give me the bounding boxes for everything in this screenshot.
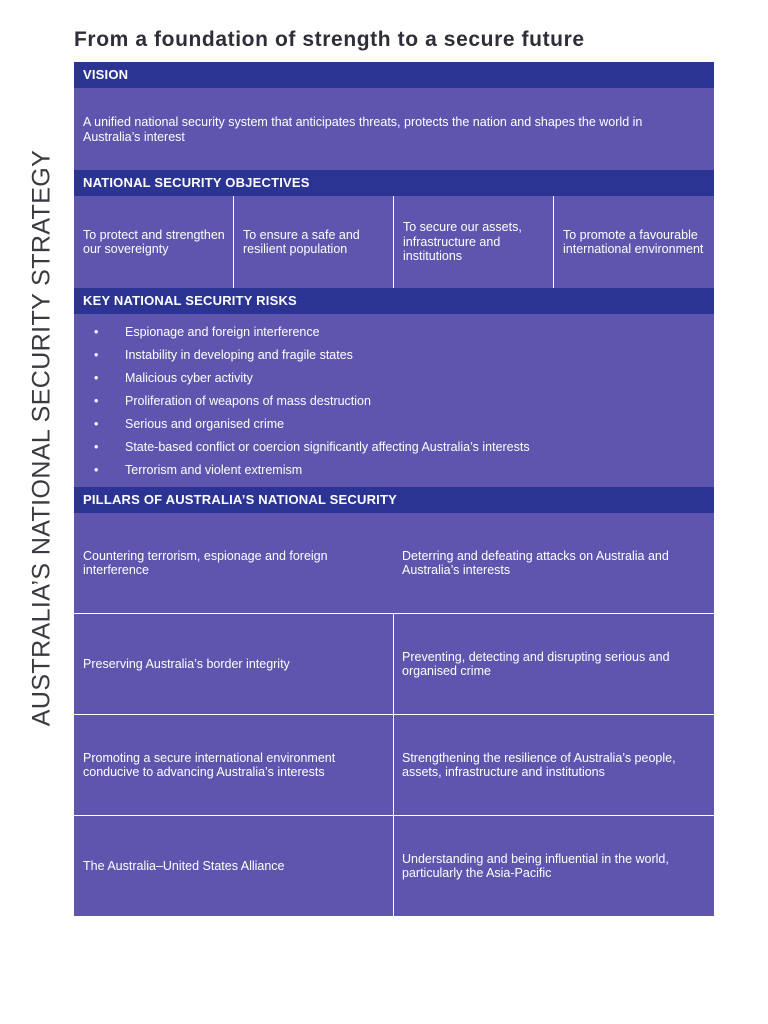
list-item xyxy=(74,462,714,485)
pillar-row xyxy=(74,614,714,715)
pillar-cell xyxy=(74,513,394,613)
list-item xyxy=(74,416,714,439)
bullet-icon: • xyxy=(94,348,99,362)
risks-header: KEY NATIONAL SECURITY RISKS xyxy=(74,288,714,314)
list-item xyxy=(74,370,714,393)
bullet-icon: • xyxy=(94,417,99,431)
bullet-icon: • xyxy=(94,325,99,339)
pillar-cell xyxy=(74,715,394,815)
list-item xyxy=(74,439,714,462)
pillar-cell xyxy=(74,614,394,714)
pillar-text: Preventing, detecting and disrupting serious and organised crime xyxy=(402,649,670,678)
objective-text: To ensure a safe and resilient population xyxy=(243,227,360,256)
bullet-icon: • xyxy=(94,394,99,408)
page-title: From a foundation of strength to a secure future xyxy=(74,28,585,51)
list-item xyxy=(74,324,714,347)
pillar-text: Deterring and defeating attacks on Australia and Australia’s interests xyxy=(402,548,669,577)
risk-text: Serious and organised crime xyxy=(125,417,285,431)
vision-text: A unified national security system that anticipates threats, protects the nation and shapes the world in Australia’s interest xyxy=(74,88,714,170)
risk-text: Malicious cyber activity xyxy=(125,371,253,385)
list-item xyxy=(74,393,714,416)
pillar-cell xyxy=(394,513,714,613)
risk-text: State-based conflict or coercion significantly affecting Australia’s interests xyxy=(125,440,530,454)
objective-item xyxy=(394,196,554,288)
pillars-grid xyxy=(74,513,714,916)
bullet-icon: • xyxy=(94,371,99,385)
pillar-text: Understanding and being influential in the world, particularly the Asia-Pacific xyxy=(402,851,669,880)
objective-item xyxy=(74,196,234,288)
risk-text: Proliferation of weapons of mass destruction xyxy=(125,394,371,408)
pillar-cell xyxy=(394,816,714,916)
pillar-text: Countering terrorism, espionage and foreign interference xyxy=(83,548,328,577)
objectives-row xyxy=(74,196,714,288)
list-item xyxy=(74,347,714,370)
objectives-header: NATIONAL SECURITY OBJECTIVES xyxy=(74,170,714,196)
objective-text: To protect and strengthen our sovereignty xyxy=(83,227,225,256)
pillar-text: Promoting a secure international environment conducive to advancing Australia’s interests xyxy=(83,750,336,779)
objective-text: To secure our assets, infrastructure and institutions xyxy=(403,220,522,264)
pillar-cell xyxy=(74,816,394,916)
vision-section xyxy=(74,62,714,170)
risks-list xyxy=(74,314,714,487)
risks-section xyxy=(74,288,714,487)
objectives-section xyxy=(74,170,714,288)
pillar-cell xyxy=(394,715,714,815)
objective-item xyxy=(234,196,394,288)
risk-text: Instability in developing and fragile states xyxy=(125,348,353,362)
objective-item xyxy=(554,196,714,288)
risk-text: Espionage and foreign interference xyxy=(125,325,320,339)
pillar-text: The Australia–United States Alliance xyxy=(83,858,285,873)
side-title: AUSTRALIA’S NATIONAL SECURITY STRATEGY xyxy=(27,149,56,727)
pillar-text: Preserving Australia’s border integrity xyxy=(83,656,290,671)
vision-header: VISION xyxy=(74,62,714,88)
pillars-header: PILLARS OF AUSTRALIA’S NATIONAL SECURITY xyxy=(74,487,714,513)
objective-text: To promote a favourable international environment xyxy=(563,227,704,256)
pillar-row xyxy=(74,513,714,614)
bullet-icon: • xyxy=(94,440,99,454)
pillar-row xyxy=(74,715,714,816)
pillar-row xyxy=(74,816,714,916)
pillar-cell xyxy=(394,614,714,714)
bullet-icon: • xyxy=(94,463,99,477)
pillar-text: Strengthening the resilience of Australia’s people, assets, infrastructure and institutions xyxy=(402,750,676,779)
pillars-section xyxy=(74,487,714,916)
risk-text: Terrorism and violent extremism xyxy=(125,463,303,477)
